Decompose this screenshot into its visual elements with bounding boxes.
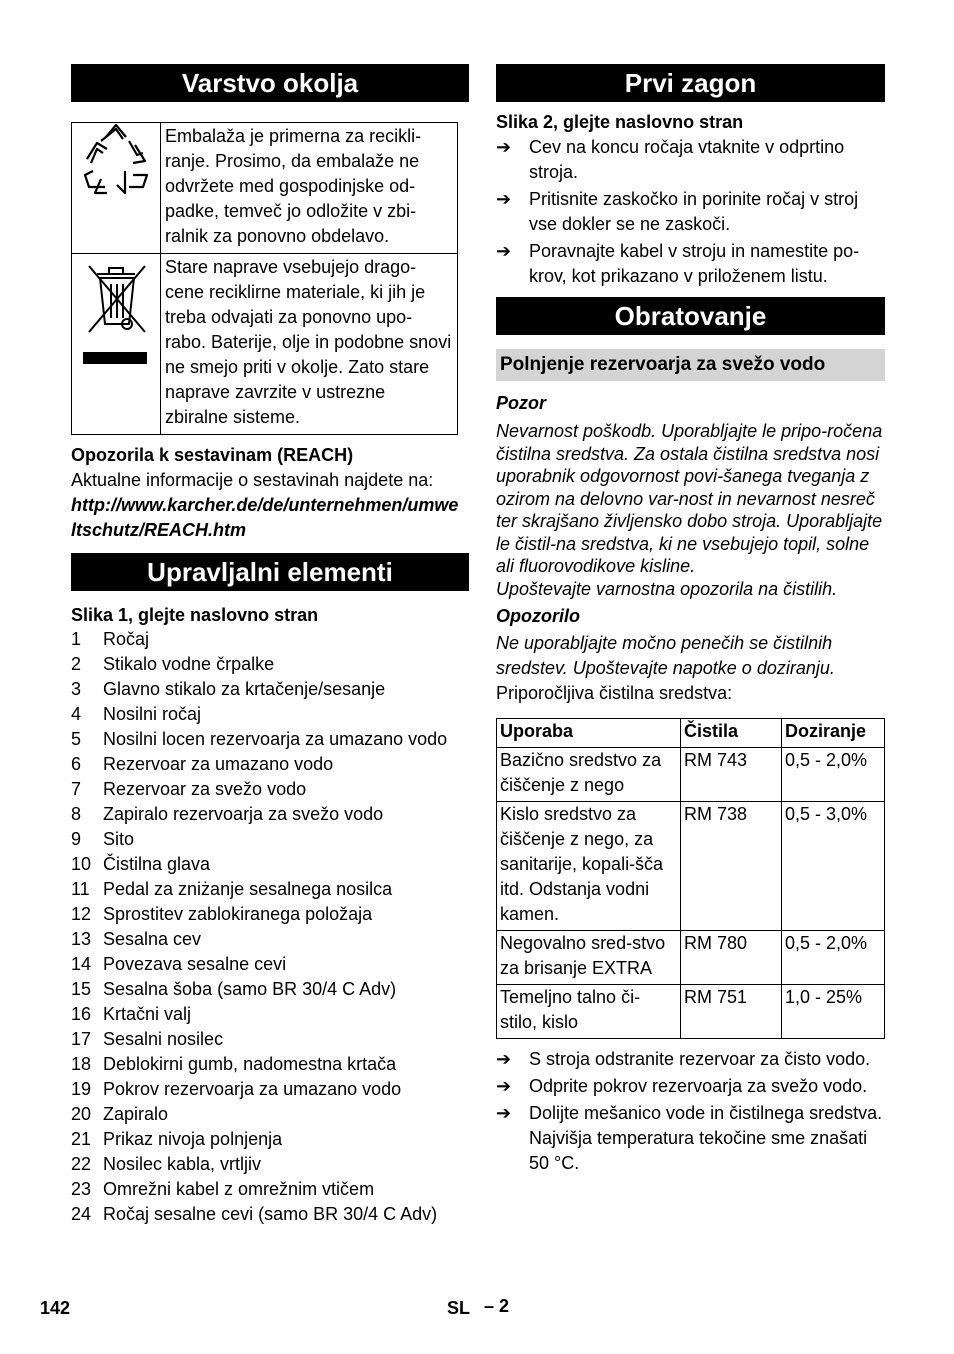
item-label: Pedal za zniżanje sesalnega nosilca <box>103 879 393 899</box>
list-item <box>71 778 469 800</box>
item-number: 1 <box>71 629 82 649</box>
item-number: 8 <box>71 804 82 824</box>
page-code: – 2 <box>484 1296 510 1316</box>
caution-note: Upoštevajte varnostna opozorila na čistilih. <box>496 578 838 599</box>
table-row <box>497 802 885 931</box>
environment-row <box>72 123 458 254</box>
item-number: 10 <box>71 854 92 874</box>
list-item <box>71 803 469 825</box>
list-item <box>71 1028 469 1050</box>
cell-use: Temeljno talno či-stilo, kislo <box>497 985 681 1039</box>
detergent-table <box>496 718 885 1039</box>
item-number: 17 <box>71 1029 92 1049</box>
cell-detergent: RM 780 <box>681 931 782 985</box>
caution-text: Nevarnost poškodb. Uporabljajte le pripo-ročena čistilna sredstva. Za ostala čistilna sredstva nosi uporabnik odgovornost povi-šanega tveganja z ozirom na delovno var-nost in nevarnost nesreč ter skrajšano življensko dobo stroja. Uporabljajte le čistil-na sredstva, ki ne vsebujejo topil, solne ali fluorovodikove kisline. <box>496 421 883 576</box>
step-item <box>496 1047 885 1072</box>
left-column <box>71 64 469 1228</box>
table-row <box>497 985 885 1039</box>
section-title-first-start: Prvi zagon <box>496 64 885 102</box>
section-title-operation: Obratovanje <box>496 297 885 335</box>
crossed-bin-icon <box>72 254 161 435</box>
step-text: Poravnajte kabel v stroju in namestite po-krov, kot prikazano v priloženem listu. <box>529 241 860 286</box>
reach-url-link[interactable]: http://www.karcher.de/de/unternehmen/umweltschutz/REACH.htm <box>71 495 459 540</box>
item-number: 13 <box>71 929 92 949</box>
item-number: 24 <box>71 1204 92 1224</box>
list-item <box>71 653 469 675</box>
disposal-text: Stare naprave vsebujejo drago-cene reciklirne materiale, ki jih je treba odvajati za ponovno upo-rabo. Baterije, olje in podobne snovi ne smejo priti v okolje. Zato stare naprave zavrzite v ustrezne zbiralne sisteme. <box>161 254 458 435</box>
list-item <box>71 928 469 950</box>
table-header-row <box>497 719 885 748</box>
item-number: 14 <box>71 954 92 974</box>
item-number: 4 <box>71 704 82 724</box>
item-number: 19 <box>71 1079 92 1099</box>
item-label: Deblokirni gumb, nadomestna krtača <box>103 1054 397 1074</box>
list-item <box>71 878 469 900</box>
list-item <box>71 1078 469 1100</box>
controls-list <box>71 628 469 1225</box>
caution-label: Pozor <box>496 393 547 413</box>
item-label: Ročaj <box>103 629 150 649</box>
table-row <box>497 931 885 985</box>
item-number: 23 <box>71 1179 92 1199</box>
column-header-dosage: Doziranje <box>782 719 885 748</box>
cell-use: Negovalno sred-stvo za brisanje EXTRA <box>497 931 681 985</box>
cell-dosage: 1,0 - 25% <box>782 985 885 1039</box>
column-header-detergent: Čistila <box>681 719 782 748</box>
reach-text: Aktualne informacije o sestavinah najdete na: <box>71 470 434 490</box>
recycle-text: Embalaža je primerna za recikli-ranje. Prosimo, da embalaže ne odvržete med gospodinjske od-padke, temveč jo odložite v zbi-ralnik za ponovno obdelavo. <box>161 123 458 254</box>
item-label: Rezervoar za svežo vodo <box>103 779 307 799</box>
item-number: 15 <box>71 979 92 999</box>
item-number: 12 <box>71 904 92 924</box>
table-row <box>497 748 885 802</box>
section-title-environment: Varstvo okolja <box>71 64 469 102</box>
list-item <box>71 1153 469 1175</box>
step-text: Cev na koncu ročaja vtaknite v odprtino stroja. <box>529 137 845 182</box>
item-label: Zapiralo rezervoarja za svežo vodo <box>103 804 384 824</box>
item-label: Nosilni ročaj <box>103 704 202 724</box>
controls-figure-ref: Slika 1, glejte naslovno stran <box>71 605 319 625</box>
list-item <box>71 1203 469 1225</box>
environment-table <box>71 122 458 435</box>
list-item <box>71 1103 469 1125</box>
item-label: Nosilec kabla, vrtljiv <box>103 1154 262 1174</box>
section-title-controls: Upravljalni elementi <box>71 553 469 591</box>
cell-dosage: 0,5 - 2,0% <box>782 931 885 985</box>
item-number: 5 <box>71 729 82 749</box>
list-item <box>71 853 469 875</box>
step-item <box>496 1074 885 1099</box>
item-number: 22 <box>71 1154 92 1174</box>
item-number: 11 <box>71 879 90 899</box>
warning-text: Ne uporabljajte močno penečih se čistilnih sredstev. Upoštevajte napotke o doziranju. <box>496 633 835 678</box>
list-item <box>71 1003 469 1025</box>
subsection-fill-fresh-water: Polnjenje rezervoarja za svežo vodo <box>496 349 885 381</box>
arrow-icon: ➔ <box>496 241 512 261</box>
arrow-icon: ➔ <box>496 137 512 157</box>
item-label: Sito <box>103 829 135 849</box>
item-number: 6 <box>71 754 82 774</box>
item-number: 16 <box>71 1004 92 1024</box>
step-text: S stroja odstranite rezervoar za čisto vodo. <box>529 1049 871 1069</box>
item-label: Omrežni kabel z omrežnim vtičem <box>103 1179 375 1199</box>
recycle-icon <box>72 123 161 254</box>
language-code: SL <box>447 1298 471 1318</box>
item-label: Prikaz nivoja polnjenja <box>103 1129 283 1149</box>
item-label: Glavno stikalo za krtačenje/sesanje <box>103 679 386 699</box>
cell-detergent: RM 743 <box>681 748 782 802</box>
list-item <box>71 678 469 700</box>
start-steps-list <box>496 135 885 289</box>
step-item <box>496 239 885 289</box>
cell-dosage: 0,5 - 2,0% <box>782 748 885 802</box>
list-item <box>71 728 469 750</box>
list-item <box>71 978 469 1000</box>
list-item <box>71 703 469 725</box>
page-number: 142 <box>40 1298 71 1318</box>
step-text: Pritisnite zaskočko in porinite ročaj v stroj vse dokler se ne zaskoči. <box>529 189 859 234</box>
arrow-icon: ➔ <box>496 1076 512 1096</box>
list-item <box>71 903 469 925</box>
list-item <box>71 1178 469 1200</box>
item-label: Rezervoar za umazano vodo <box>103 754 334 774</box>
item-number: 9 <box>71 829 82 849</box>
start-figure-ref: Slika 2, glejte naslovno stran <box>496 112 744 132</box>
cell-dosage: 0,5 - 3,0% <box>782 802 885 931</box>
item-label: Pokrov rezervoarja za umazano vodo <box>103 1079 402 1099</box>
item-label: Nosilni locen rezervoarja za umazano vodo <box>103 729 448 749</box>
recommended-label: Priporočljiva čistilna sredstva: <box>496 683 733 703</box>
step-item <box>496 1101 885 1176</box>
list-item <box>71 828 469 850</box>
arrow-icon: ➔ <box>496 1103 512 1123</box>
item-number: 3 <box>71 679 82 699</box>
cell-detergent: RM 738 <box>681 802 782 931</box>
item-label: Krtačni valj <box>103 1004 192 1024</box>
list-item <box>71 1128 469 1150</box>
arrow-icon: ➔ <box>496 189 512 209</box>
item-label: Zapiralo <box>103 1104 169 1124</box>
step-text: Dolijte mešanico vode in čistilnega sredstva. Najvišja temperatura tekočine sme znašati 50 °C. <box>529 1103 883 1173</box>
environment-row <box>72 254 458 435</box>
item-label: Sesalna cev <box>103 929 202 949</box>
item-label: Sprostitev zablokiranega položaja <box>103 904 373 924</box>
fill-steps-list <box>496 1047 885 1176</box>
list-item <box>71 953 469 975</box>
arrow-icon: ➔ <box>496 1049 512 1069</box>
detergent-table-body <box>497 748 885 1039</box>
list-item <box>71 753 469 775</box>
column-header-use: Uporaba <box>497 719 681 748</box>
item-label: Sesalni nosilec <box>103 1029 224 1049</box>
item-label: Stikalo vodne črpalke <box>103 654 275 674</box>
reach-heading: Opozorila k sestavinam (REACH) <box>71 445 354 465</box>
item-label: Sesalna šoba (samo BR 30/4 C Adv) <box>103 979 397 999</box>
step-item <box>496 187 885 237</box>
list-item <box>71 1053 469 1075</box>
item-number: 18 <box>71 1054 92 1074</box>
item-label: Povezava sesalne cevi <box>103 954 287 974</box>
item-label: Ročaj sesalne cevi (samo BR 30/4 C Adv) <box>103 1204 438 1224</box>
cell-use: Bazično sredstvo za čiščenje z nego <box>497 748 681 802</box>
cell-detergent: RM 751 <box>681 985 782 1039</box>
cell-use: Kislo sredstvo za čiščenje z nego, za sanitarije, kopali-šča itd. Odstanja vodni kamen. <box>497 802 681 931</box>
step-item <box>496 135 885 185</box>
list-item <box>71 628 469 650</box>
item-number: 21 <box>71 1129 92 1149</box>
item-number: 7 <box>71 779 82 799</box>
item-number: 2 <box>71 654 82 674</box>
item-label: Čistilna glava <box>103 854 211 874</box>
item-number: 20 <box>71 1104 92 1124</box>
right-column <box>496 64 885 1178</box>
step-text: Odprite pokrov rezervoarja za svežo vodo. <box>529 1076 868 1096</box>
warning-label: Opozorilo <box>496 606 580 626</box>
